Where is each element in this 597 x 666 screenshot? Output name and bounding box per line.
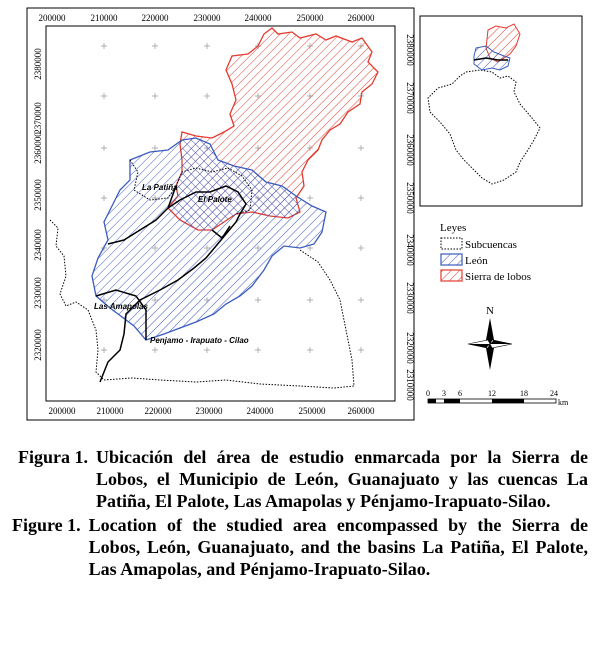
graticule-cross [204,347,210,353]
caption-spanish-label: Figura 1. [18,447,88,467]
legend-title: Leyes [440,222,467,234]
y-tick-left: 2330000 [33,277,43,309]
graticule-cross [358,145,364,151]
caption-english-label: Figure 1. [12,515,81,535]
graticule-cross [152,93,158,99]
scale-tick: 3 [442,389,446,398]
graticule-cross [358,245,364,251]
y-ticks-left [33,48,43,361]
scale-tick: 0 [426,389,430,398]
north-label: N [486,305,494,317]
graticule-cross [101,195,107,201]
x-tick-top: 250000 [296,13,324,23]
caption-english-text: Location of the studied area encompassed by the Sierra de Lobos, León, Guanajuato, and the basins La Patiña, El Palote, Las Amapolas, and Pénjamo-Irapuato-Silao. [88,515,588,579]
scale-bar [426,389,569,407]
graticule-cross [152,145,158,151]
y-tick-right: 2370000 [405,82,415,114]
x-tick-bottom: 240000 [246,406,274,416]
x-ticks-bottom [49,406,376,416]
x-tick-bottom: 230000 [195,406,223,416]
y-tick-right: 2330000 [405,282,415,314]
x-ticks-top [39,13,376,23]
x-tick-bottom: 250000 [298,406,326,416]
legend-swatch-subcuencas [441,238,462,249]
y-tick-left: 2380000 [33,48,43,80]
y-tick-right: 2360000 [405,134,415,166]
graticule-cross [358,347,364,353]
scale-unit: km [558,398,569,407]
y-tick-left: 2350000 [33,179,43,211]
legend-label-sierra: Sierra de lobos [465,271,531,283]
graticule-cross [255,347,261,353]
graticule-cross [101,43,107,49]
basin-label-la-patina: La Patiña [142,183,178,192]
y-tick-right: 2320000 [405,332,415,364]
scale-tick: 12 [488,389,496,398]
x-tick-bottom: 200000 [48,406,76,416]
y-tick-left: 2370000 [33,102,43,134]
y-tick-right: 2310000 [405,369,415,401]
graticule-cross [101,145,107,151]
x-tick-bottom: 260000 [347,406,375,416]
figure-captions [0,446,597,580]
basin-label-el-palote: El Palote [198,195,232,204]
y-tick-right: 2340000 [405,234,415,266]
x-tick-top: 260000 [347,13,375,23]
caption-spanish-text: Ubicación del área de estudio enmarcada por la Sierra de Lobos, el Municipio de León, Guanajuato y las cuencas La Patiña, El Palote, Las Amapolas y Pénjamo-Irapuato-Silao. [96,447,588,511]
graticule-cross [152,347,158,353]
scale-tick: 6 [458,389,462,398]
inset-map [420,16,582,206]
graticule-cross [204,93,210,99]
x-tick-bottom: 220000 [144,406,172,416]
x-tick-top: 240000 [244,13,272,23]
graticule-cross [204,43,210,49]
north-arrow-icon [468,305,512,370]
y-tick-left: 2360000 [33,132,43,164]
x-tick-top: 200000 [38,13,66,23]
graticule-cross [307,195,313,201]
basin-label-las-amapolas: Las Amapolas [94,302,148,311]
graticule-cross [255,297,261,303]
graticule-cross [152,43,158,49]
legend-swatch-sierra [441,270,462,281]
caption-spanish [18,446,588,512]
scale-tick: 24 [550,389,558,398]
legend-label-subcuencas: Subcuencas [465,239,517,251]
graticule-cross [101,93,107,99]
graticule-cross [101,347,107,353]
y-tick-right: 2380000 [405,34,415,66]
legend-swatch-leon [441,254,462,265]
graticule-cross [358,195,364,201]
y-tick-right: 2350000 [405,182,415,214]
y-tick-left: 2340000 [33,229,43,261]
x-tick-bottom: 210000 [96,406,124,416]
scale-tick: 18 [520,389,528,398]
x-tick-top: 220000 [141,13,169,23]
caption-english [12,514,588,580]
graticule-cross [307,297,313,303]
x-tick-top: 230000 [193,13,221,23]
basin-label-penjamo: Penjamo - Irapuato - Cilao [150,336,249,345]
y-tick-left: 2320000 [33,329,43,361]
legend-label-leon: León [465,255,488,267]
x-tick-top: 210000 [90,13,118,23]
graticule-cross [358,297,364,303]
legend [440,222,531,283]
graticule-cross [307,347,313,353]
